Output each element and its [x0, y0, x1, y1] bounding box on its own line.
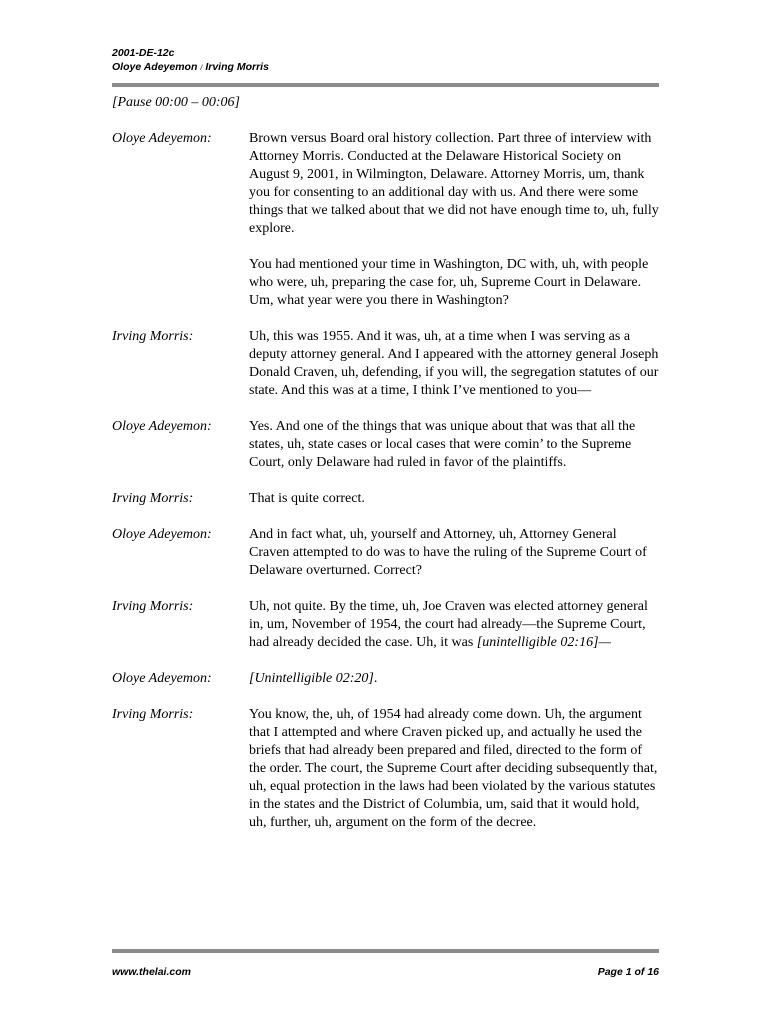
name-separator: / [200, 65, 203, 72]
transcript-entry [112, 130, 659, 310]
unintelligible-note: [Unintelligible 02:20] [249, 671, 374, 686]
speech-text [249, 670, 659, 688]
page-header [112, 46, 269, 76]
speech-paragraph: Yes. And one of the things that was unique about that was that all the states, uh, state cases or local cases that were comin’ to the Supreme Court, only Delaware had ruled in favor of the plaintiffs. [249, 419, 636, 470]
interviewee-name: Irving Morris [205, 61, 269, 73]
transcript-entry [112, 526, 659, 580]
speech-text [249, 490, 659, 508]
participants-line [112, 60, 269, 76]
speech-paragraph: That is quite correct. [249, 491, 365, 506]
speech-text [249, 328, 659, 400]
speaker-label: Oloye Adeyemon: [112, 419, 212, 434]
page-number: Page 1 of 16 [597, 966, 659, 978]
speech-text-run: . [373, 671, 378, 686]
speech-paragraph: You know, the, uh, of 1954 had already come down. Uh, the argument that I attempted and where Craven picked up, and actually he used the briefs that had already been prepared and filed, directed to the form of the order. The court, the Supreme Court after deciding subsequently that, uh, equal protection in the laws had been violated by the various statutes in the states and the District of Columbia, um, said that it would hold, uh, further, uh, argument on the form of the decree. [249, 707, 658, 830]
transcript-entry [112, 328, 659, 400]
speech-paragraph: And in fact what, uh, yourself and Attorney, uh, Attorney General Craven attempted to do was to have the ruling of the Supreme Court of Delaware overturned. Correct? [249, 527, 647, 578]
speech-paragraph [249, 670, 659, 688]
transcript-entry [112, 670, 659, 688]
footer-rule [112, 949, 659, 953]
transcript-entry [112, 490, 659, 508]
transcript-entry [112, 706, 659, 832]
unintelligible-note: [unintelligible 02:16] [476, 635, 599, 650]
interviewer-name: Oloye Adeyemon [112, 61, 198, 73]
pause-note: [Pause 00:00 – 00:06] [112, 95, 240, 110]
speech-paragraph: Uh, this was 1955. And it was, uh, at a time when I was serving as a deputy attorney general. And I appeared with the attorney general Joseph Donald Craven, uh, defending, if you will, the segregation statutes of our state. And this was at a time, I think I’ve mentioned to you— [249, 329, 659, 398]
speaker-label: Oloye Adeyemon: [112, 527, 212, 542]
speaker-label: Irving Morris: [112, 491, 194, 506]
transcript-entry [112, 418, 659, 472]
speech-text [249, 598, 659, 652]
speech-text [249, 418, 659, 472]
speech-text [249, 130, 659, 310]
speaker-label: Irving Morris: [112, 707, 194, 722]
speech-text-run: — [598, 635, 611, 650]
speaker-label: Oloye Adeyemon: [112, 131, 212, 146]
speech-text-run: Uh, not quite. By the time, uh, Joe Craven was elected attorney general in, um, November of 1954, the court had already—the Supreme Court, had already decided the case. Uh, it was [249, 599, 648, 650]
header-rule [112, 83, 659, 87]
speech-paragraph [249, 598, 659, 652]
speaker-label: Irving Morris: [112, 599, 194, 614]
transcript [112, 130, 659, 850]
transcript-entry [112, 598, 659, 652]
speech-paragraph: You had mentioned your time in Washington, DC with, uh, with people who were, uh, preparing the case for, uh, Supreme Court in Delaware. Um, what year were you there in Washington? [249, 257, 649, 308]
speaker-label: Irving Morris: [112, 329, 194, 344]
footer-website-link[interactable]: www.thelai.com [112, 966, 191, 978]
speech-text [249, 706, 659, 832]
speech-text [249, 526, 659, 580]
document-id: 2001-DE-12c [112, 47, 175, 59]
speech-paragraph: Brown versus Board oral history collection. Part three of interview with Attorney Morris. Conducted at the Delaware Historical Society on August 9, 2001, in Wilmington, Delaware. Attorney Morris, um, thank you for consenting to an additional day with us. And there were some things that we talked about that we did not have enough time to, uh, fully explore. [249, 131, 659, 236]
speaker-label: Oloye Adeyemon: [112, 671, 212, 686]
